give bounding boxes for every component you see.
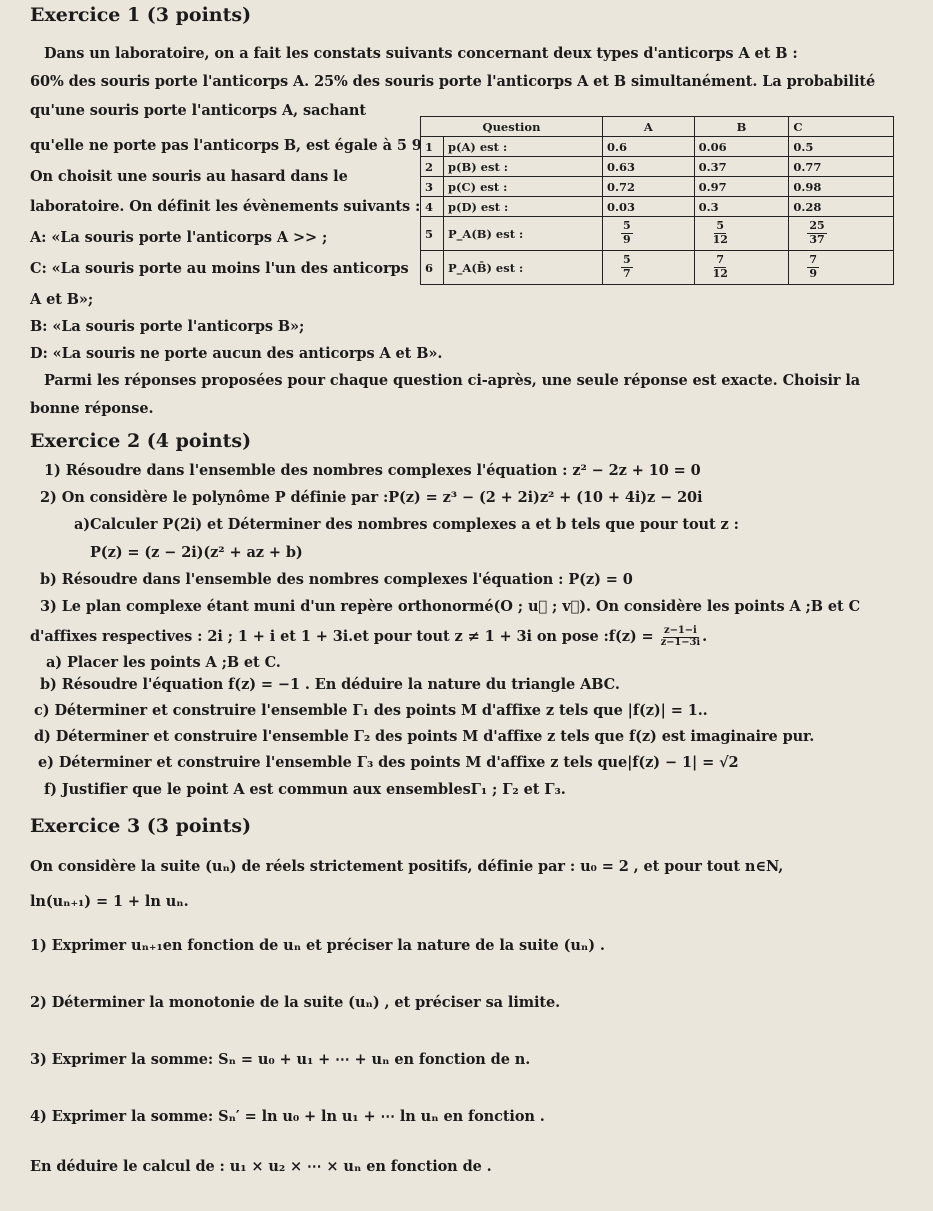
answer-a: 0.6 <box>603 137 695 157</box>
ex2-q3f: f) Justifier que le point A est commun aux ensemblesΓ₁ ; Γ₂ et Γ₃. <box>44 781 566 798</box>
ex1-title: Exercice 1 (3 points) <box>30 4 252 26</box>
frac-num: 25 <box>809 219 825 233</box>
ex1-line5: On choisit une souris au hasard dans le <box>30 168 348 185</box>
row-number: 4 <box>421 197 444 217</box>
table-header-question: Question <box>421 117 603 137</box>
row-number: 3 <box>421 177 444 197</box>
frac-den: 12 <box>712 267 728 280</box>
ex2-q3-line2-text: d'affixes respectives : 2i ; 1 + i et 1 + 3i.et pour tout z ≠ 1 + 3i on pose :f(z) = <box>30 628 654 645</box>
ex2-q3-line1: 3) Le plan complexe étant muni d'un repère orthonormé(O ; u⃗ ; v⃗). On considère les points A ;B et C <box>40 598 861 615</box>
row-number: 5 <box>421 217 444 251</box>
ex3-intro2: ln(uₙ₊₁) = 1 + ln uₙ. <box>30 893 189 910</box>
ex2-q3c: c) Déterminer et construire l'ensemble Γ₁ des points M d'affixe z tels que |f(z)| = 1.. <box>34 702 708 719</box>
frac-num: 5 <box>716 219 725 233</box>
answer-a: 0.72 <box>603 177 695 197</box>
frac-den: 9 <box>623 233 631 246</box>
frac-den: z−1−3i <box>660 636 701 648</box>
frac-den: 37 <box>809 233 825 246</box>
ex1-line4: qu'elle ne porte pas l'anticorps B, est égale à 5 9 <box>30 137 422 154</box>
answer-c <box>789 251 894 285</box>
answer-b: 0.97 <box>694 177 789 197</box>
table-row <box>421 197 894 217</box>
ex1-line8: C: «La souris porte au moins l'un des anticorps <box>30 260 409 277</box>
ex1-line10: B: «La souris porte l'anticorps B»; <box>30 318 305 335</box>
ex2-q2a-equation: P(z) = (z − 2i)(z² + az + b) <box>90 544 303 561</box>
ex1-line2: 60% des souris porte l'anticorps A. 25% des souris porte l'anticorps A et B simultanément. La probabilité <box>30 73 876 90</box>
row-question: p(B) est : <box>444 157 603 177</box>
row-question: p(D) est : <box>444 197 603 217</box>
frac-den: 7 <box>623 267 631 280</box>
table-header-row <box>421 117 894 137</box>
ex2-q3e: e) Déterminer et construire l'ensemble Γ₃ des points M d'affixe z tels que|f(z) − 1| = √2 <box>38 754 739 771</box>
ex1-line13: bonne réponse. <box>30 400 154 417</box>
table-row <box>421 177 894 197</box>
table-row <box>421 251 894 285</box>
row-question: p(C) est : <box>444 177 603 197</box>
table-header-a: A <box>603 117 695 137</box>
frac-den: 9 <box>809 267 817 280</box>
row-question: p(A) est : <box>444 137 603 157</box>
row-question: P_A(B) est : <box>444 217 603 251</box>
ex1-line9: A et B»; <box>30 291 94 308</box>
ex3-title: Exercice 3 (3 points) <box>30 815 252 837</box>
question-table <box>420 116 894 285</box>
answer-c: 0.77 <box>789 157 894 177</box>
table-row <box>421 137 894 157</box>
ex3-q2: 2) Déterminer la monotonie de la suite (uₙ) , et préciser sa limite. <box>30 994 561 1011</box>
ex3-q3: 3) Exprimer la somme: Sₙ = u₀ + u₁ + ⋯ + uₙ en fonction de n. <box>30 1051 531 1068</box>
answer-b: 0.06 <box>694 137 789 157</box>
frac-num: 5 <box>623 253 631 267</box>
frac-num: 5 <box>623 219 631 233</box>
answer-a: 0.63 <box>603 157 695 177</box>
row-number: 1 <box>421 137 444 157</box>
ex3-intro1: On considère la suite (uₙ) de réels strictement positifs, définie par : u₀ = 2 , et pour tout n∈N, <box>30 858 784 875</box>
ex3-q5: En déduire le calcul de : u₁ × u₂ × ⋯ × uₙ en fonction de . <box>30 1158 492 1175</box>
frac-num: 7 <box>809 253 817 267</box>
frac-num: 7 <box>716 253 725 267</box>
answer-a: 0.03 <box>603 197 695 217</box>
answer-b: 0.3 <box>694 197 789 217</box>
ex2-q2: 2) On considère le polynôme P définie par :P(z) = z³ − (2 + 2i)z² + (10 + 4i)z − 20i <box>40 489 703 506</box>
ex1-line7: A: «La souris porte l'anticorps A >> ; <box>30 229 328 246</box>
answer-a <box>603 217 695 251</box>
ex2-title: Exercice 2 (4 points) <box>30 430 252 452</box>
ex2-q3b: b) Résoudre l'équation f(z) = −1 . En déduire la nature du triangle ABC. <box>40 676 620 693</box>
ex1-line1: Dans un laboratoire, on a fait les constats suivants concernant deux types d'anticorps A et B : <box>44 45 798 62</box>
ex3-q1: 1) Exprimer uₙ₊₁en fonction de uₙ et préciser la nature de la suite (uₙ) . <box>30 937 605 954</box>
answer-c: 0.98 <box>789 177 894 197</box>
answer-b: 0.37 <box>694 157 789 177</box>
frac-den: 12 <box>712 233 728 246</box>
ex2-q3-line2: d'affixes respectives : 2i ; 1 + i et 1 + 3i.et pour tout z ≠ 1 + 3i on pose :f(z) = $\frac{z-1-i}{z-1-3i}$ . <box>30 625 708 648</box>
ex2-q3a: a) Placer les points A ;B et C. <box>46 654 281 671</box>
table-header-b: B <box>694 117 789 137</box>
answer-c <box>789 217 894 251</box>
answer-c: 0.28 <box>789 197 894 217</box>
ex2-q2b: b) Résoudre dans l'ensemble des nombres complexes l'équation : P(z) = 0 <box>40 571 633 588</box>
ex1-line6: laboratoire. On définit les évènements suivants : <box>30 198 421 215</box>
frac-num: z−1−i <box>663 625 697 636</box>
ex2-q3d: d) Déterminer et construire l'ensemble Γ₂ des points M d'affixe z tels que f(z) est imaginaire pur. <box>34 728 815 745</box>
answer-c: 0.5 <box>789 137 894 157</box>
ex2-q2a: a)Calculer P(2i) et Déterminer des nombres complexes a et b tels que pour tout z : <box>74 516 739 533</box>
row-number: 6 <box>421 251 444 285</box>
ex2-q1: 1) Résoudre dans l'ensemble des nombres complexes l'équation : z² − 2z + 10 = 0 <box>44 462 701 479</box>
answer-b <box>694 217 789 251</box>
fz-fraction <box>661 626 701 648</box>
answer-b <box>694 251 789 285</box>
table-row <box>421 217 894 251</box>
row-question: P_A(B̄) est : <box>444 251 603 285</box>
ex1-line11: D: «La souris ne porte aucun des anticorps A et B». <box>30 345 443 362</box>
row-number: 2 <box>421 157 444 177</box>
ex1-line12: Parmi les réponses proposées pour chaque question ci-après, une seule réponse est exacte. Choisir la <box>44 372 861 389</box>
answer-a <box>603 251 695 285</box>
ex3-q4: 4) Exprimer la somme: Sₙ′ = ln u₀ + ln u₁ + ⋯ ln uₙ en fonction . <box>30 1108 545 1125</box>
table-header-c: C <box>789 117 894 137</box>
ex1-line3: qu'une souris porte l'anticorps A, sachant <box>30 102 366 119</box>
table-row <box>421 157 894 177</box>
